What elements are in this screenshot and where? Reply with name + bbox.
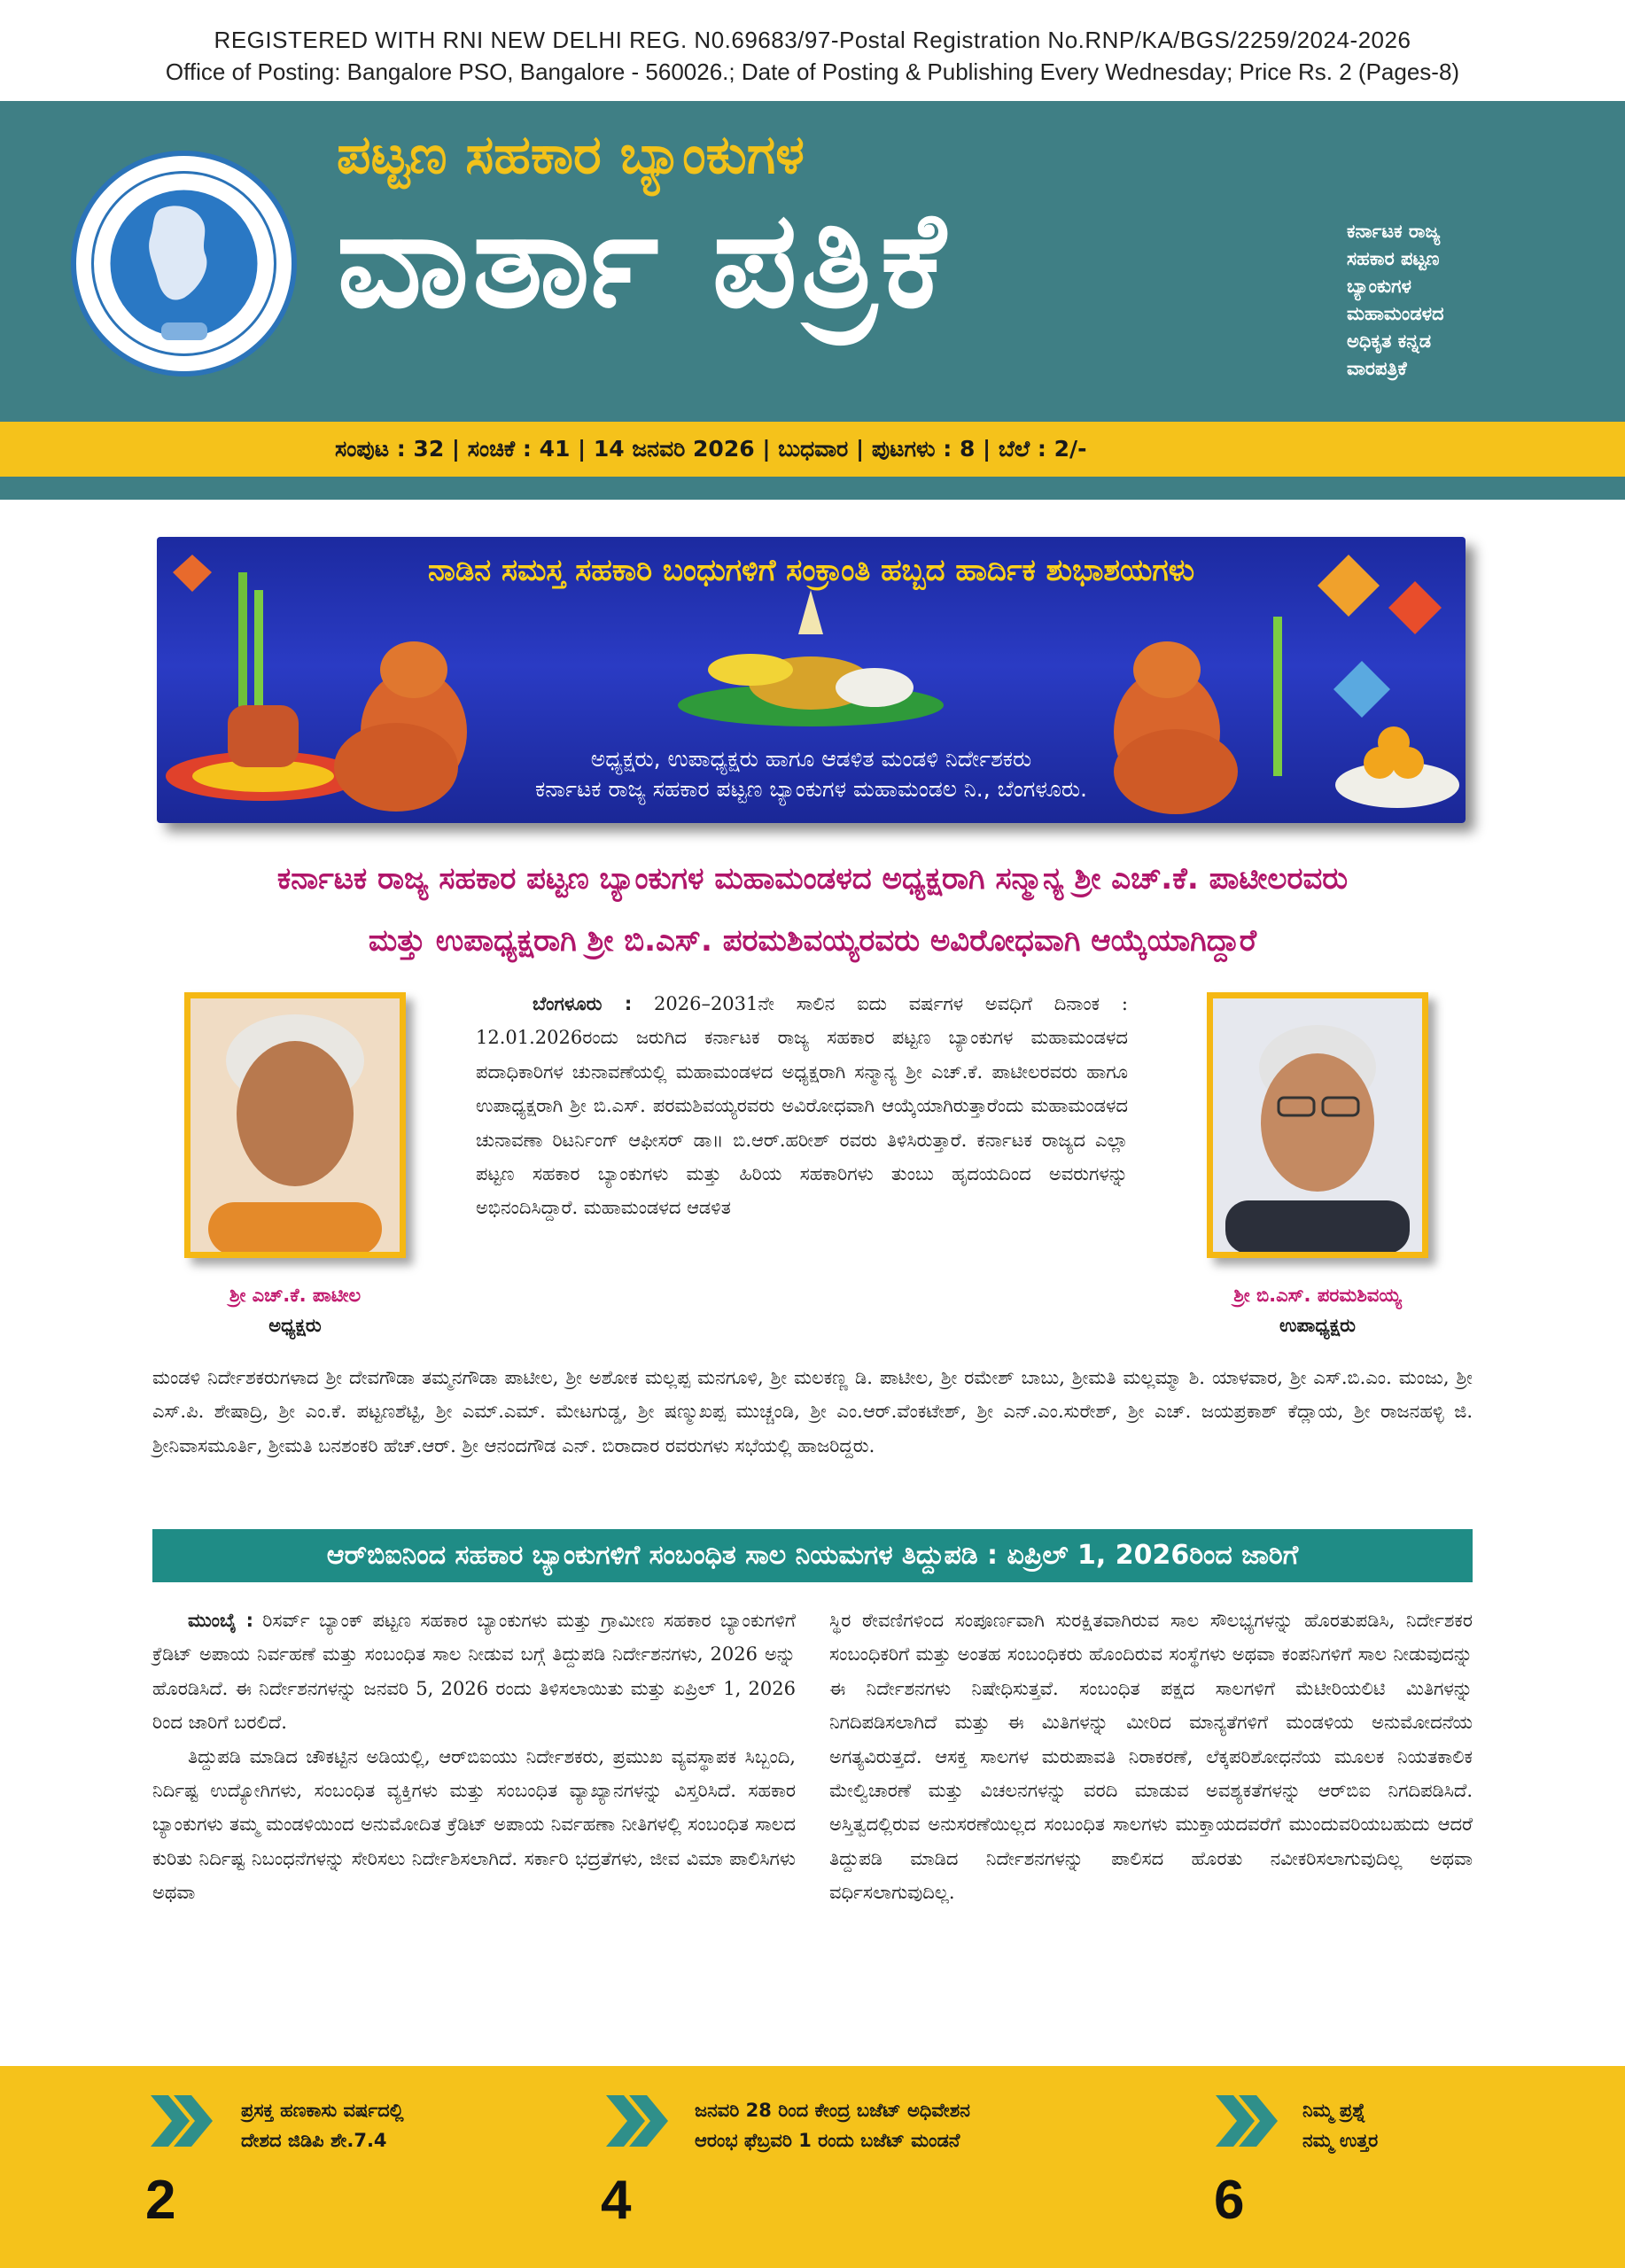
masthead-side-note (1347, 218, 1524, 383)
president-photo (184, 992, 406, 1258)
sankranti-banner (157, 537, 1466, 823)
article2-right-column: ಸ್ಥಿರ ಠೇವಣಿಗಳಿಂದ ಸಂಪೂರ್ಣವಾಗಿ ಸುರಕ್ಷಿತವಾಗಿರುವ ಸಾಲ ಸೌಲಭ್ಯಗಳನ್ನು ಹೊರತುಪಡಿಸಿ, ನಿರ್ದೇಶಕರ ಸಂಬಂಧಿಕರಿಗೆ ಮತ್ತು ಅಂತಹ ಸಂಬಂಧಿಕರು ಹೊಂದಿರುವ ಸಂಸ್ಥೆಗಳು ಅಥವಾ ಕಂಪನಿಗಳಿಗೆ ಸಾಲ ನೀಡುವುದನ್ನು ಈ ನಿರ್ದೇಶನಗಳು ನಿಷೇಧಿಸುತ್ತವೆ. ಸಂಬಂಧಿತ ಪಕ್ಷದ ಸಾಲಗಳಿಗೆ ಮೆಟೀರಿಯಲಿಟಿ ಮಿತಿಗಳನ್ನು ನಿಗದಿಪಡಿಸಲಾಗಿದೆ ಮತ್ತು ಈ ಮಿತಿಗಳನ್ನು ಮೀರಿದ ಮಾನ್ಯತೆಗಳಿಗೆ ಮಂಡಳಿಯ ಅನುಮೋದನೆಯ ಅಗತ್ಯವಿರುತ್ತದೆ. ಆಸಕ್ತ ಸಾಲಗಳ ಮರುಪಾವತಿ ನಿರಾಕರಣೆ, ಲೆಕ್ಕಪರಿಶೋಧನೆಯ ಮೂಲಕ ನಿಯತಕಾಲಿಕ ಮೇಲ್ವಿಚಾರಣೆ ಮತ್ತು ವಿಚಲನಗಳನ್ನು ವರದಿ ಮಾಡುವ ಅವಶ್ಯಕತೆಗಳನ್ನು ಆರ್‌ಬಿಐ ನಿಗದಿಪಡಿಸಿದೆ. ಅಸ್ತಿತ್ವದಲ್ಲಿರುವ ಅನುಸರಣೆಯಿಲ್ಲದ ಸಂಬಂಧಿತ ಸಾಲಗಳು ಮುಕ್ತಾಯದವರೆಗೆ ಮುಂದುವರಿಯಬಹುದು ಆದರೆ ತಿದ್ದುಪಡಿ ಮಾಡಿದ ನಿರ್ದೇಶನಗಳನ್ನು ಪಾಲಿಸದ ಹೊರತು ನವೀಕರಿಸಲಾಗುವುದಿಲ್ಲ ಅಥವಾ ವರ್ಧಿಸಲಾಗುವುದಿಲ್ಲ. (829, 1610, 1473, 1904)
president-name: ಶ್ರೀ ಎಚ್.ಕೆ. ಪಾಟೀಲ (229, 1285, 362, 1306)
footer-teaser-line: ನಿಮ್ಮ ಪ್ರಶ್ನೆ (1302, 2100, 1366, 2121)
side-note-line: ಸಹಕಾರ ಪಟ್ಟಣ (1347, 248, 1440, 269)
article2-left-paragraph-1 (152, 1604, 796, 1740)
vice-president-name: ಶ್ರೀ ಬಿ.ಎಸ್. ಪರಮಶಿವಯ್ಯ (1233, 1285, 1402, 1306)
vice-president-photo (1207, 992, 1428, 1258)
article2-dateline: ಮುಂಬೈ : (188, 1610, 253, 1631)
federation-logo (71, 151, 297, 377)
footer-teaser-1[interactable] (241, 2095, 404, 2155)
footer-page-number: 6 (1214, 2170, 1245, 2231)
issue-info: ಸಂಪುಟ : 32 | ಸಂಚಿಕೆ : 41 | 14 ಜನವರಿ 2026 | ಬುಧವಾರ | ಪುಟಗಳು : 8 | ಬೆಲೆ : 2/- (335, 436, 1087, 462)
footer-page-number: 2 (145, 2170, 176, 2231)
vice-president-role: ಉಪಾಧ್ಯಕ್ಷರು (1279, 1315, 1356, 1336)
portrait-icon (190, 998, 400, 1252)
article1-dateline: ಬೆಂಗಳೂರು : (533, 993, 633, 1014)
president-role: ಅಧ್ಯಕ್ಷರು (268, 1315, 322, 1336)
footer-teaser-line: ದೇಶದ ಜಿಡಿಪಿ ಶೇ.7.4 (241, 2130, 387, 2151)
banner-signoff-line-2: ಕರ್ನಾಟಕ ರಾಜ್ಯ ಸಹಕಾರ ಪಟ್ಟಣ ಬ್ಯಾಂಕುಗಳ ಮಹಾಮಂಡಲ ನಿ., ಬೆಂಗಳೂರು. (535, 776, 1087, 802)
article2-headline: ಆರ್‌ಬಿಐನಿಂದ ಸಹಕಾರ ಬ್ಯಾಂಕುಗಳಿಗೆ ಸಂಬಂಧಿತ ಸಾಲ ನಿಯಮಗಳ ತಿದ್ದುಪಡಿ : ಏಪ್ರಿಲ್ 1, 2026ರಿಂದ ಜಾರಿಗೆ (326, 1540, 1299, 1571)
masthead-title: ವಾರ್ತಾ ಪತ್ರಿಕೆ (337, 182, 950, 338)
article1-headline-line-2: ಮತ್ತು ಉಪಾಧ್ಯಕ್ಷರಾಗಿ ಶ್ರೀ ಬಿ.ಎಸ್. ಪರಮಶಿವಯ್ಯರವರು ಅವಿರೋಧವಾಗಿ ಆಯ್ಕೆಯಾಗಿದ್ದಾರೆ (368, 923, 1257, 959)
side-note-line: ಮಹಾಮಂಡಳದ (1347, 303, 1444, 324)
footer-teaser-3[interactable] (1302, 2095, 1378, 2155)
side-note-line: ವಾರಪತ್ರಿಕೆ (1347, 358, 1407, 379)
article2-left-paragraph-2 (152, 1740, 796, 1910)
registration-line-1: REGISTERED WITH RNI NEW DELHI REG. N0.69683/97-Postal Registration No.RNP/KA/BGS/2259/2024-2026 (214, 27, 1411, 53)
article1-lead-text: 2026–2031ನೇ ಸಾಲಿನ ಐದು ವರ್ಷಗಳ ಅವಧಿಗೆ ದಿನಾಂಕ : 12.01.2026ರಂದು ಜರುಗಿದ ಕರ್ನಾಟಕ ರಾಜ್ಯ ಸಹಕಾರ ಪಟ್ಟಣ ಬ್ಯಾಂಕುಗಳ ಮಹಾಮಂಡಳದ ಪದಾಧಿಕಾರಿಗಳ ಚುನಾವಣೆಯಲ್ಲಿ ಮಹಾಮಂಡಳದ ಅಧ್ಯಕ್ಷರಾಗಿ ಸನ್ಮಾನ್ಯ ಶ್ರೀ ಎಚ್.ಕೆ. ಪಾಟೀಲರವರು ಹಾಗೂ ಉಪಾಧ್ಯಕ್ಷರಾಗಿ ಶ್ರೀ ಬಿ.ಎಸ್. ಪರಮಶಿವಯ್ಯರವರು ಅವಿರೋಧವಾಗಿ ಆಯ್ಕೆಯಾಗಿರುತ್ತಾರೆಂದು ಮಹಾಮಂಡಳದ ಚುನಾವಣಾ ರಿಟರ್ನಿಂಗ್ ಆಫೀಸರ್ ಡಾ॥ ಬಿ.ಆರ್.ಹರೀಶ್ ರವರು ತಿಳಿಸಿರುತ್ತಾರೆ. ಕರ್ನಾಟಕ ರಾಜ್ಯದ ಎಲ್ಲಾ ಪಟ್ಟಣ ಸಹಕಾರ ಬ್ಯಾಂಕುಗಳು ಮತ್ತು ಹಿರಿಯ ಸಹಕಾರಿಗಳು ತುಂಬು ಹೃದಯದಿಂದ ಅವರುಗಳನ್ನು ಅಭಿನಂದಿಸಿದ್ದಾರೆ. ಮಹಾಮಂಡಳದ ಆಡಳಿತ (476, 993, 1128, 1219)
side-note-line: ಬ್ಯಾಂಕುಗಳ (1347, 276, 1411, 297)
footer-teaser-line: ಜನವರಿ 28 ರಿಂದ ಕೇಂದ್ರ ಬಜೆಟ್ ಅಧಿವೇಶನ (695, 2100, 970, 2121)
side-note-line: ಕರ್ನಾಟಕ ರಾಜ್ಯ (1347, 221, 1441, 242)
divider-strip (0, 477, 1625, 500)
logo-ring-icon (76, 156, 292, 371)
article2-left-text-1: ರಿಸರ್ವ್ ಬ್ಯಾಂಕ್ ಪಟ್ಟಣ ಸಹಕಾರ ಬ್ಯಾಂಕುಗಳು ಮತ್ತು ಗ್ರಾಮೀಣ ಸಹಕಾರ ಬ್ಯಾಂಕುಗಳಿಗೆ ಕ್ರೆಡಿಟ್ ಅಪಾಯ ನಿರ್ವಹಣೆ ಮತ್ತು ಸಂಬಂಧಿತ ಸಾಲ ನೀಡುವ ಬಗ್ಗೆ ತಿದ್ದುಪಡಿ ನಿರ್ದೇಶನಗಳು, 2026 ಅನ್ನು ಹೊರಡಿಸಿದೆ. ಈ ನಿರ್ದೇಶನಗಳನ್ನು ಜನವರಿ 5, 2026 ರಂದು ತಿಳಿಸಲಾಯಿತು ಮತ್ತು ಏಪ್ರಿಲ್ 1, 2026 ರಿಂದ ಜಾರಿಗೆ ಬರಲಿದೆ. (152, 1610, 796, 1734)
article2-left-text-2: ತಿದ್ದುಪಡಿ ಮಾಡಿದ ಚೌಕಟ್ಟಿನ ಅಡಿಯಲ್ಲಿ, ಆರ್‌ಬಿಐಯು ನಿರ್ದೇಶಕರು, ಪ್ರಮುಖ ವ್ಯವಸ್ಥಾಪಕ ಸಿಬ್ಬಂದಿ, ನಿರ್ದಿಷ್ಟ ಉದ್ಯೋಗಿಗಳು, ಸಂಬಂಧಿತ ವ್ಯಕ್ತಿಗಳು ಮತ್ತು ಸಂಬಂಧಿತ ವ್ಯಾಖ್ಯಾನಗಳನ್ನು ವಿಸ್ತರಿಸಿದೆ. ಸಹಕಾರ ಬ್ಯಾಂಕುಗಳು ತಮ್ಮ ಮಂಡಳಿಯಿಂದ ಅನುಮೋದಿತ ಕ್ರೆಡಿಟ್ ಅಪಾಯ ನಿರ್ವಹಣಾ ನೀತಿಗಳಲ್ಲಿ ಸಂಬಂಧಿತ ಸಾಲದ ಕುರಿತು ನಿರ್ದಿಷ್ಟ ನಿಬಂಧನೆಗಳನ್ನು ಸೇರಿಸಲು ನಿರ್ದೇಶಿಸಲಾಗಿದೆ. ಸರ್ಕಾರಿ ಭದ್ರತೆಗಳು, ಜೀವ ವಿಮಾ ಪಾಲಿಸಿಗಳು ಅಥವಾ (152, 1745, 796, 1904)
article1-continued-paragraph: ಮಂಡಳಿ ನಿರ್ದೇಶಕರುಗಳಾದ ಶ್ರೀ ದೇವಗೌಡಾ ತಮ್ಮನಗೌಡಾ ಪಾಟೀಲ, ಶ್ರೀ ಅಶೋಕ ಮಲ್ಲಪ್ಪ ಮನಗೂಳಿ, ಶ್ರೀ ಮಲಕಣ್ಣ ಡಿ. ಪಾಟೀಲ, ಶ್ರೀ ರಮೇಶ್ ಬಾಬು, ಶ್ರೀಮತಿ ಮಲ್ಲಮ್ಮಾ ಶಿ. ಯಾಳವಾರ, ಶ್ರೀ ಎಸ್.ಬಿ.ಎಂ. ಮಂಜು, ಶ್ರೀ ಎಸ್.ಪಿ. ಶೇಷಾದ್ರಿ, ಶ್ರೀ ಎಂ.ಕೆ. ಪಟ್ಟಣಶೆಟ್ಟಿ, ಶ್ರೀ ಎಮ್.ಎಮ್. ಮೇಟಗುಡ್ಡ, ಶ್ರೀ ಷಣ್ಮುಖಪ್ಪ ಮುಚ್ಚಂಡಿ, ಶ್ರೀ ಎಂ.ಆರ್.ವೆಂಕಟೇಶ್, ಶ್ರೀ ಎನ್.ಎಂ.ಸುರೇಶ್, ಶ್ರೀ ಎಚ್. ಜಯಪ್ರಕಾಶ್ ಕೆದ್ಲಾಯ, ಶ್ರೀ ರಾಜನಹಳ್ಳಿ ಜಿ. ಶ್ರೀನಿವಾಸಮೂರ್ತಿ, ಶ್ರೀಮತಿ ಬನಶಂಕರಿ ಹೆಚ್.ಆರ್. ಶ್ರೀ ಆನಂದಗೌಡ ಎನ್. ಬಿರಾದಾರ ರವರುಗಳು ಸಭೆಯಲ್ಲಿ ಹಾಜರಿದ್ದರು. (152, 1367, 1473, 1456)
banner-title: ನಾಡಿನ ಸಮಸ್ತ ಸಹಕಾರಿ ಬಂಧುಗಳಿಗೆ ಸಂಕ್ರಾಂತಿ ಹಬ್ಬದ ಹಾರ್ದಿಕ ಶುಭಾಶಯಗಳು (427, 553, 1195, 588)
footer-teaser-2[interactable] (695, 2095, 970, 2155)
portrait-icon (1213, 998, 1422, 1252)
masthead-kicker: ಪಟ್ಟಣ ಸಹಕಾರ ಬ್ಯಾಂಕುಗಳ (337, 124, 805, 186)
footer-teaser-line: ಪ್ರಸಕ್ತ ಹಣಕಾಸು ವರ್ಷದಲ್ಲಿ (241, 2100, 404, 2121)
footer-page-number: 4 (601, 2170, 632, 2231)
article1-headline-line-1: ಕರ್ನಾಟಕ ರಾಜ್ಯ ಸಹಕಾರ ಪಟ್ಟಣ ಬ್ಯಾಂಕುಗಳ ಮಹಾಮಂಡಳದ ಅಧ್ಯಕ್ಷರಾಗಿ ಸನ್ಮಾನ್ಯ ಶ್ರೀ ಎಚ್.ಕೆ. ಪಾಟೀಲರವರು (276, 861, 1349, 897)
banner-signoff-line-1: ಅಧ್ಯಕ್ಷರು, ಉಪಾಧ್ಯಕ್ಷರು ಹಾಗೂ ಆಡಳಿತ ಮಂಡಳಿ ನಿರ್ದೇಶಕರು (590, 746, 1032, 772)
footer-teaser-line: ನಮ್ಮ ಉತ್ತರ (1302, 2130, 1379, 2151)
article2-left-column (152, 1604, 796, 1910)
double-chevron-icon (606, 2095, 668, 2147)
side-note-line: ಅಧಿಕೃತ ಕನ್ನಡ (1347, 330, 1432, 352)
footer-teaser-line: ಆರಂಭ ಫೆಬ್ರವರಿ 1 ರಂದು ಬಜೆಟ್ ಮಂಡನೆ (695, 2130, 960, 2151)
article1-lead-paragraph (476, 987, 1128, 1225)
registration-line-2: Office of Posting: Bangalore PSO, Bangalore - 560026.; Date of Posting & Publishing Every Wednesday; Price Rs. 2 (Pages-8) (165, 58, 1460, 85)
double-chevron-icon (1216, 2095, 1278, 2147)
double-chevron-icon (151, 2095, 213, 2147)
